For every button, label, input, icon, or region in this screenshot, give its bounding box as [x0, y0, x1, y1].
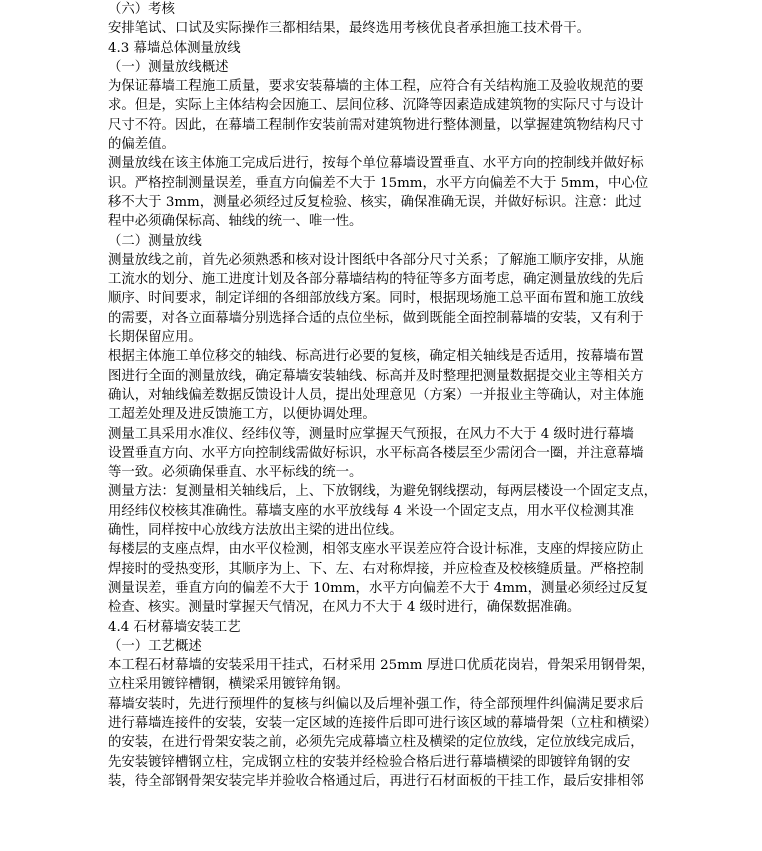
paragraph-line: 进行幕墙连接件的安装，安装一定区域的连接件后即可进行该区域的幕墙骨架（立柱和横梁）	[108, 715, 658, 731]
paragraph-line: 识。严格控制测量误差，垂直方向偏差不大于 15mm，水平方向偏差不大于 5mm，中心位	[108, 175, 649, 191]
paragraph-line: 长期保留应用。	[108, 330, 202, 346]
paragraph-line: 为保证幕墙工程施工质量，要求安装幕墙的主体工程，应符合有关结构施工及验收规范的要	[108, 79, 644, 95]
paragraph-line: 测量工具采用水准仪、经纬仪等，测量时应掌握天气预报，在风力不大于 4 级时进行幕墙	[108, 426, 634, 442]
paragraph-line: 用经纬仪校核其准确性。幕墙支座的水平放线每 4 米设一个固定支点，用水平仪检测其准	[108, 503, 634, 519]
paragraph-line: 测量误差，垂直方向的偏差不大于 10mm，水平方向偏差不大于 4mm，测量必须经过反复	[108, 580, 649, 596]
paragraph-line: 确性，同样按中心放线方法放出主梁的进出位线。	[108, 523, 403, 539]
paragraph-line: 的偏差值。	[108, 137, 175, 153]
paragraph-line: 工超差处理及进反馈施工方，以便协调处理。	[108, 407, 376, 423]
paragraph-line: 本工程石材幕墙的安装采用干挂式，石材采用 25mm 厚进口优质花岗岩，骨架采用钢骨架，	[108, 658, 655, 674]
subsection-heading: （二）测量放线	[108, 233, 202, 249]
paragraph-line: 幕墙安装时，先进行预埋件的复核与纠偏以及后埋补强工作，待全部预埋件纠偏满足要求后	[108, 696, 644, 712]
paragraph-line: 根据主体施工单位移交的轴线、标高进行必要的复核，确定相关轴线是否适用，按幕墙布置	[108, 349, 644, 365]
section-heading: 4.3 幕墙总体测量放线	[108, 40, 241, 56]
document-page	[108, 0, 668, 791]
paragraph-line: 装，待全部钢骨架安装完毕并验收合格通过后，再进行石材面板的干挂工作，最后安排相邻	[108, 773, 644, 789]
paragraph-line: 测量放线在该主体施工完成后进行，按每个单位幕墙设置垂直、水平方向的控制线并做好标	[108, 156, 644, 172]
paragraph-line: 测量方法：复测量相关轴线后，上、下放钢线，为避免钢线摆动，每两层楼设一个固定支点，	[108, 484, 658, 500]
paragraph-line: 图进行全面的测量放线，确定幕墙安装轴线、标高并及时整理把测量数据提交业主等相关方	[108, 368, 644, 384]
paragraph-line: 移不大于 3mm，测量必须经过反复检验、核实，确保准确无误，并做好标识。注意：此过	[108, 194, 642, 210]
paragraph-line: 安排笔试、口试及实际操作三都相结果，最终选用考核优良者承担施工技术骨干。	[108, 21, 591, 37]
subsection-heading: （六）考核	[108, 2, 175, 17]
subsection-heading: （一）测量放线概述	[108, 59, 229, 75]
paragraph-line: 检查、核实。测量时掌握天气情况，在风力不大于 4 级时进行，确保数据准确。	[108, 600, 581, 616]
paragraph-line: 确认，对轴线偏差数据反馈设计人员，提出处理意见（方案）一并报业主等确认，对主体施	[108, 387, 644, 403]
paragraph-line: 尺寸不符。因此，在幕墙工程制作安装前需对建筑物进行整体测量，以掌握建筑物结构尺寸	[108, 117, 644, 133]
paragraph-line: 立柱采用镀锌槽钢，横梁采用镀锌角钢。	[108, 677, 350, 693]
paragraph-line: 程中必须确保标高、轴线的统一、唯一性。	[108, 214, 363, 230]
paragraph-line: 每楼层的支座点焊，由水平仪检测，相邻支座水平误差应符合设计标准，支座的焊接应防止	[108, 542, 644, 558]
paragraph-line: 工流水的划分、施工进度计划及各部分幕墙结构的特征等多方面考虑，确定测量放线的先后	[108, 272, 644, 288]
paragraph-line: 设置垂直方向、水平方向控制线需做好标识，水平标高各楼层至少需闭合一圈，并注意幕墙	[108, 445, 644, 461]
paragraph-line: 等一致。必须确保垂直、水平标线的统一。	[108, 465, 363, 481]
paragraph-line: 顺序、时间要求，制定详细的各细部放线方案。同时，根据现场施工总平面布置和施工放线	[108, 291, 644, 307]
paragraph-line: 焊接时的受热变形，其顺序为上、下、左、右对称焊接，并应检查及校核缝质量。严格控制	[108, 561, 644, 577]
paragraph-line: 先安装镀锌槽钢立柱，完成钢立柱的安装并经检验合格后进行幕墙横梁的即镀锌角钢的安	[108, 754, 631, 770]
subsection-heading: （一）工艺概述	[108, 638, 202, 654]
paragraph-line: 测量放线之前，首先必须熟悉和核对设计图纸中各部分尺寸关系；了解施工顺序安排，从施	[108, 252, 644, 268]
paragraph-line: 的需要，对各立面幕墙分别选择合适的点位坐标，做到既能全面控制幕墙的安装，又有利于	[108, 310, 644, 326]
section-heading: 4.4 石材幕墙安装工艺	[108, 619, 241, 635]
paragraph-line: 的安装，在进行骨架安装之前，必须先完成幕墙立柱及横梁的定位放线，定位放线完成后，	[108, 735, 644, 751]
paragraph-line: 求。但是，实际上主体结构会因施工、层间位移、沉降等因素造成建筑物的实际尺寸与设计	[108, 98, 644, 114]
